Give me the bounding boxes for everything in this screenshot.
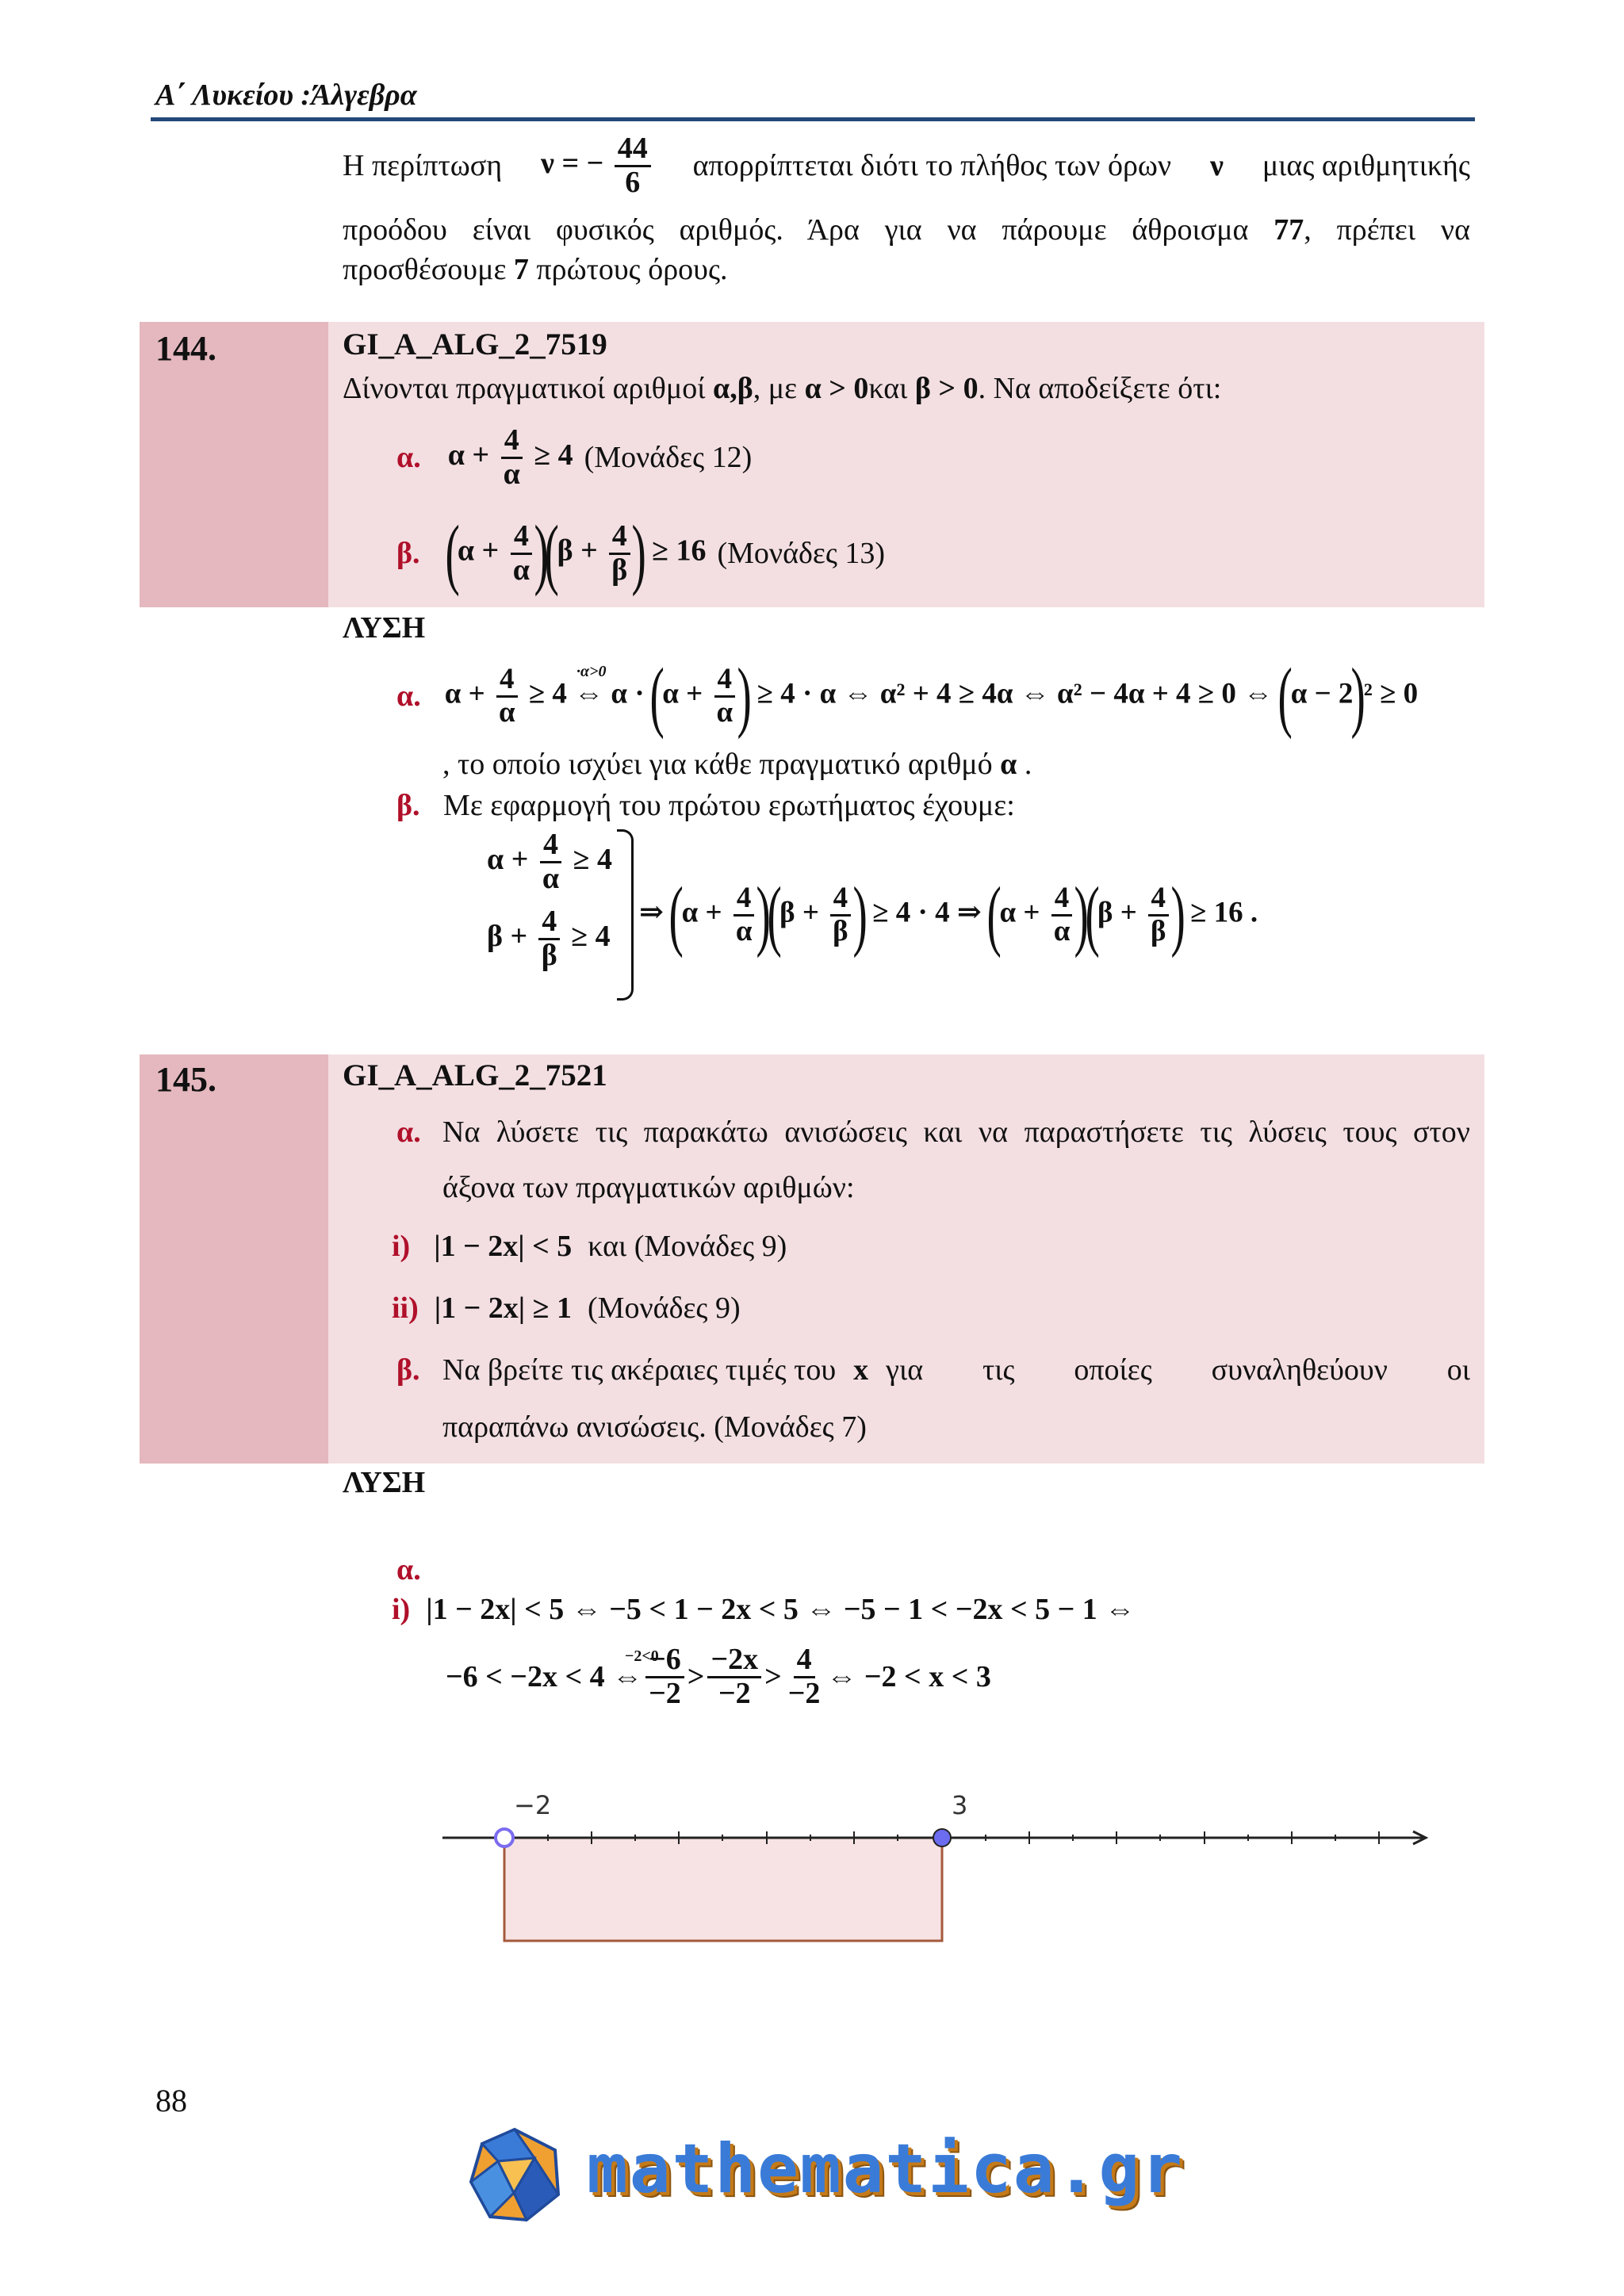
sa-note-var: α	[1000, 748, 1017, 781]
qb-text-1: Να βρείτε τις ακέραιες τιμές του	[442, 1353, 837, 1387]
si-label: i)	[392, 1593, 411, 1626]
qi-formula: |1 − 2x| < 5	[434, 1230, 573, 1263]
problem-145-qa	[396, 1115, 421, 1150]
solution-144-b-result: ⇒ (α + $\frac{4}{\alpha}$ )(β + $\frac{4}{\beta}$ ) ≥ 4 · 4 ⇒ (α + $\frac{4}{\alpha}$ )(β + $\frac{4}{\beta}$ ) ≥ 16 .	[639, 871, 1258, 959]
given-text-d: . Να αποδείξετε ότι:	[978, 372, 1222, 405]
intro-line-1	[343, 133, 1470, 199]
p145-qb-line-2: παραπάνω ανισώσεις. (Μονάδες 7)	[442, 1410, 867, 1444]
solution-144-b-system	[487, 829, 612, 972]
problem-145-number: 145.	[155, 1060, 216, 1099]
solution-interval-shade	[504, 1838, 942, 1941]
problem-144-code: GI_A_ALG_2_7519	[343, 327, 607, 362]
qb-marks: (Μονάδες 13)	[717, 537, 886, 570]
problem-144-qa	[396, 425, 752, 491]
solution-144-b	[396, 788, 1015, 823]
intro-text-1: Η περίπτωση	[343, 149, 503, 183]
sa-note: , το οποίο ισχύει για κάθε πραγματικό αριθμό	[442, 748, 993, 781]
polyhedron-logo-icon	[466, 2126, 563, 2223]
qa-marks: (Μονάδες 12)	[584, 441, 753, 475]
qii-formula: |1 − 2x| ≥ 1	[434, 1292, 573, 1325]
si-line-2: −6 < −2x < 4 ⇔ −6 −2 > −2x −2 > 4 −2 ⇔ −2 < x < 3	[446, 1643, 991, 1710]
intro-text-6: προσθέσουμε	[343, 253, 507, 286]
qii-marks: (Μονάδες 9)	[588, 1292, 741, 1325]
solution-145-i	[392, 1592, 1135, 1627]
intro-seven: 7	[513, 253, 529, 286]
problem-144-number: 144.	[155, 329, 216, 368]
si-line-1: |1 − 2x| < 5 ⇔ −5 < 1 − 2x < 5 ⇔ −5 − 1 < −2x < 5 − 1 ⇔	[426, 1593, 1136, 1626]
solution-145-a-label: α.	[396, 1553, 421, 1586]
solution-144-a-note: , το οποίο ισχύει για κάθε πραγματικό αριθμό α .	[442, 748, 1032, 781]
header-rule	[151, 117, 1475, 121]
qi-marks: και (Μονάδες 9)	[588, 1230, 787, 1263]
sb-text: Με εφαρμογή του πρώτου ερωτήματος έχουμε:	[443, 789, 1015, 822]
given-vars: α,β	[712, 372, 753, 405]
intro-line-2	[343, 212, 1470, 247]
system-brace	[617, 829, 634, 1001]
intro-sum: 77	[1274, 213, 1304, 247]
p145-qa-line-1: Να λύσετε τις παρακάτω ανισώσεις και να παραστήσετε τις λύσεις τους στον	[442, 1115, 1470, 1149]
problem-144-qb	[396, 509, 886, 597]
p145-qi	[392, 1229, 787, 1264]
p145-qa-line-2: άξονα των πραγματικών αριθμών:	[442, 1171, 855, 1204]
si-above-label: −2<0	[625, 1647, 659, 1665]
problem-144-given	[343, 371, 1221, 406]
qb-text-1b: για τις οποίες συναληθεύουν οι	[886, 1353, 1470, 1387]
given-cond-a: α > 0	[804, 372, 869, 405]
given-text-a: Δίνονται πραγματικοί αριθμοί	[343, 372, 706, 405]
left-endpoint-label: −2	[514, 1790, 552, 1820]
intro-text-2: απορρίπτεται διότι το πλήθος των όρων	[692, 149, 1172, 183]
p145-qb	[396, 1353, 420, 1387]
qa-formula: α + $\frac{4}{\alpha}$ ≥ 4	[447, 423, 573, 491]
qb-var-x: x	[853, 1353, 869, 1387]
sa-label: α.	[396, 679, 421, 713]
sa-formula: α + $\frac{4}{\alpha}$ ≥ 4 ⇔ α · (α + $\frac{4}{\alpha}$ ) ≥ 4 · α ⇔ α² + 4 ≥ 4α ⇔ α² − 4α + 4 ≥ 0 ⇔ (α − 2)² ≥ 0	[444, 652, 1419, 740]
p145-qii	[392, 1291, 741, 1326]
given-text-c: και	[868, 372, 908, 405]
qii-label: ii)	[392, 1292, 419, 1325]
intro-line-3	[343, 252, 728, 287]
sb-label: β.	[396, 789, 420, 822]
qa-label: α.	[396, 441, 421, 475]
problem-145-code: GI_A_ALG_2_7521	[343, 1058, 607, 1093]
intro-text-3: μιας αριθμητικής	[1262, 149, 1470, 183]
solution-144-heading: ΛΥΣΗ	[343, 611, 426, 645]
sa-above-label: ·α>0	[576, 663, 607, 680]
p145-qb-line-1	[442, 1353, 1470, 1387]
qi-label: i)	[392, 1230, 411, 1263]
solution-145-heading: ΛΥΣΗ	[343, 1466, 426, 1499]
left-open-endpoint	[496, 1829, 513, 1846]
problem-145-number-cell	[140, 1054, 328, 1464]
intro-text-7: πρώτους όρους.	[536, 253, 728, 286]
intro-var-n: ν	[1209, 149, 1224, 183]
right-endpoint-label: 3	[952, 1790, 968, 1820]
running-header: Α΄ Λυκείου :Άλγεβρα	[155, 78, 417, 112]
system-line-1: α + $\frac{4}{\alpha}$ ≥ 4	[487, 828, 612, 895]
solution-144-a	[396, 652, 1419, 740]
given-text-b: , με	[753, 372, 798, 405]
number-line-figure	[428, 1782, 1443, 1965]
intro-text-5: , πρέπει να	[1304, 213, 1471, 247]
page-number: 88	[155, 2083, 187, 2118]
site-logo-text: mathematica.gr	[587, 2130, 1184, 2209]
intro-text-4: προόδου είναι φυσικός αριθμός. Άρα για να πάρουμε άθροισμα	[343, 213, 1249, 247]
intro-formula-n: ν = − $\frac{44}{6}$	[541, 133, 654, 199]
p145-qa-label: α.	[396, 1115, 421, 1149]
qb-label: β.	[396, 537, 420, 570]
given-cond-b: β > 0	[914, 372, 979, 405]
system-line-2: β + $\frac{4}{\beta}$ ≥ 4	[487, 904, 611, 972]
p145-qb-label: β.	[396, 1353, 420, 1387]
qb-formula: (α + $\frac{4}{\alpha}$ )(β + $\frac{4}{\beta}$ ) ≥ 16	[445, 509, 707, 597]
right-closed-endpoint	[933, 1829, 951, 1846]
